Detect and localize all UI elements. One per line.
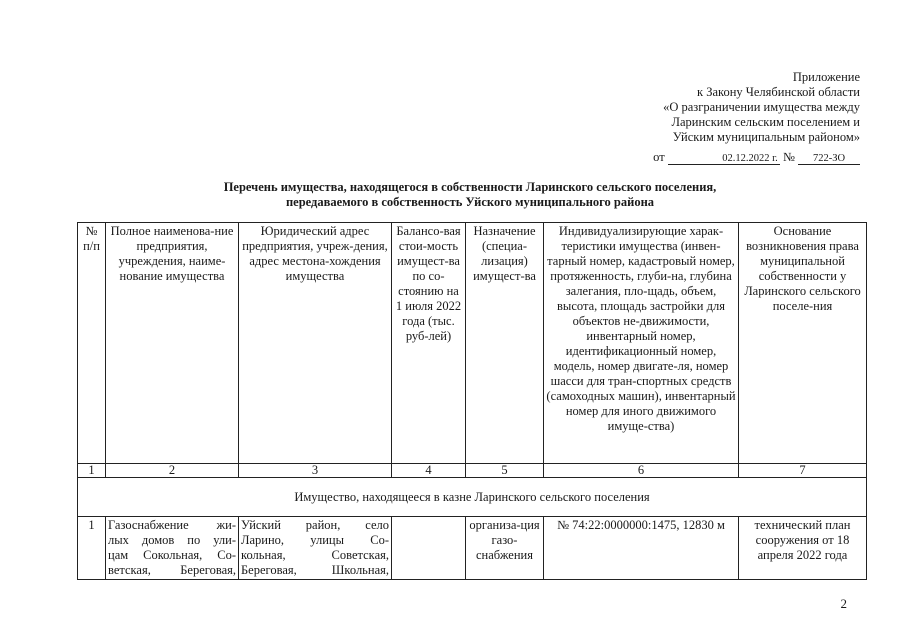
column-number: 1 bbox=[78, 464, 106, 478]
row-number: 1 bbox=[78, 517, 106, 580]
column-number: 2 bbox=[106, 464, 239, 478]
number-label: № bbox=[782, 150, 795, 164]
header-line: «О разграничении имущества между bbox=[663, 100, 860, 114]
property-address-line: Ларино, улицы Со- bbox=[241, 533, 389, 547]
property-name-line: ветская, Береговая, bbox=[108, 563, 236, 577]
section-title: Имущество, находящееся в казне Ларинского сельского поселения bbox=[78, 478, 867, 517]
page-number: 2 bbox=[840, 596, 847, 611]
header-line: к Закону Челябинской области bbox=[697, 85, 860, 99]
title-line-2: передаваемого в собственность Уйского муниципального района bbox=[285, 195, 655, 209]
law-date: 02.12.2022 г. bbox=[668, 153, 780, 165]
header-cell: Назначение (специа-лизация) имущест-ва bbox=[466, 223, 544, 464]
column-number: 7 bbox=[739, 464, 867, 478]
property-address bbox=[239, 517, 392, 580]
table-row bbox=[78, 517, 867, 580]
property-name-line: цам Сокольная, Со- bbox=[108, 548, 236, 562]
column-number-row bbox=[78, 464, 867, 478]
property-name bbox=[106, 517, 239, 580]
column-number: 3 bbox=[239, 464, 392, 478]
header-cell: Индивидуализирующие харак-теристики имущества (инвен-тарный номер, кадастровый номер, протяженность, глуби-на, глубина залегания, пло-щадь, объем, высота, площадь застройки для объектов не-движимости, инвентарный номер, идентификационный номер, модель, номер двигате-ля, номер шасси для тран-спортных средств (самоходных машин), инвентарный номер для иного движимого имуще-ства) bbox=[544, 223, 739, 464]
header-cell: Балансо-вая стои-мость имущест-ва по со-стоянию на 1 июля 2022 года (тыс. руб-лей) bbox=[392, 223, 466, 464]
column-number: 5 bbox=[466, 464, 544, 478]
document-title bbox=[75, 180, 865, 210]
property-purpose: организа-ция газо-снабжения bbox=[466, 517, 544, 580]
property-address-line: Береговая, Школьная, bbox=[241, 563, 389, 577]
table-header-row bbox=[78, 223, 867, 464]
header-cell: № п/п bbox=[78, 223, 106, 464]
law-appendix-header bbox=[560, 70, 860, 145]
header-line: Ларинским сельским поселением и bbox=[671, 115, 860, 129]
header-cell: Юридический адрес предприятия, учреж-дения, адрес местона-хождения имущества bbox=[239, 223, 392, 464]
ownership-basis: технический план сооружения от 18 апреля 2022 года bbox=[739, 517, 867, 580]
property-table bbox=[77, 222, 867, 580]
law-date-number-line bbox=[653, 150, 860, 165]
property-name-line: Газоснабжение жи- bbox=[108, 518, 236, 532]
balance-value bbox=[392, 517, 466, 580]
header-cell: Основание возникновения права муниципальной собственности у Ларинского сельского поселе-ния bbox=[739, 223, 867, 464]
property-characteristics: № 74:22:0000000:1475, 12830 м bbox=[544, 517, 739, 580]
property-address-line: кольная, Советская, bbox=[241, 548, 389, 562]
header-line: Приложение bbox=[792, 70, 860, 84]
header-cell: Полное наименова-ние предприятия, учреждения, наиме-нование имущества bbox=[106, 223, 239, 464]
section-row bbox=[78, 478, 867, 517]
column-number: 6 bbox=[544, 464, 739, 478]
column-number: 4 bbox=[392, 464, 466, 478]
law-number: 722-ЗО bbox=[798, 153, 860, 165]
header-line: Уйским муниципальным районом» bbox=[672, 130, 860, 144]
ot-label: от bbox=[653, 150, 665, 164]
title-line-1: Перечень имущества, находящегося в собственности Ларинского сельского поселения, bbox=[223, 180, 717, 194]
property-address-line: Уйский район, село bbox=[241, 518, 389, 532]
property-name-line: лых домов по ули- bbox=[108, 533, 236, 547]
